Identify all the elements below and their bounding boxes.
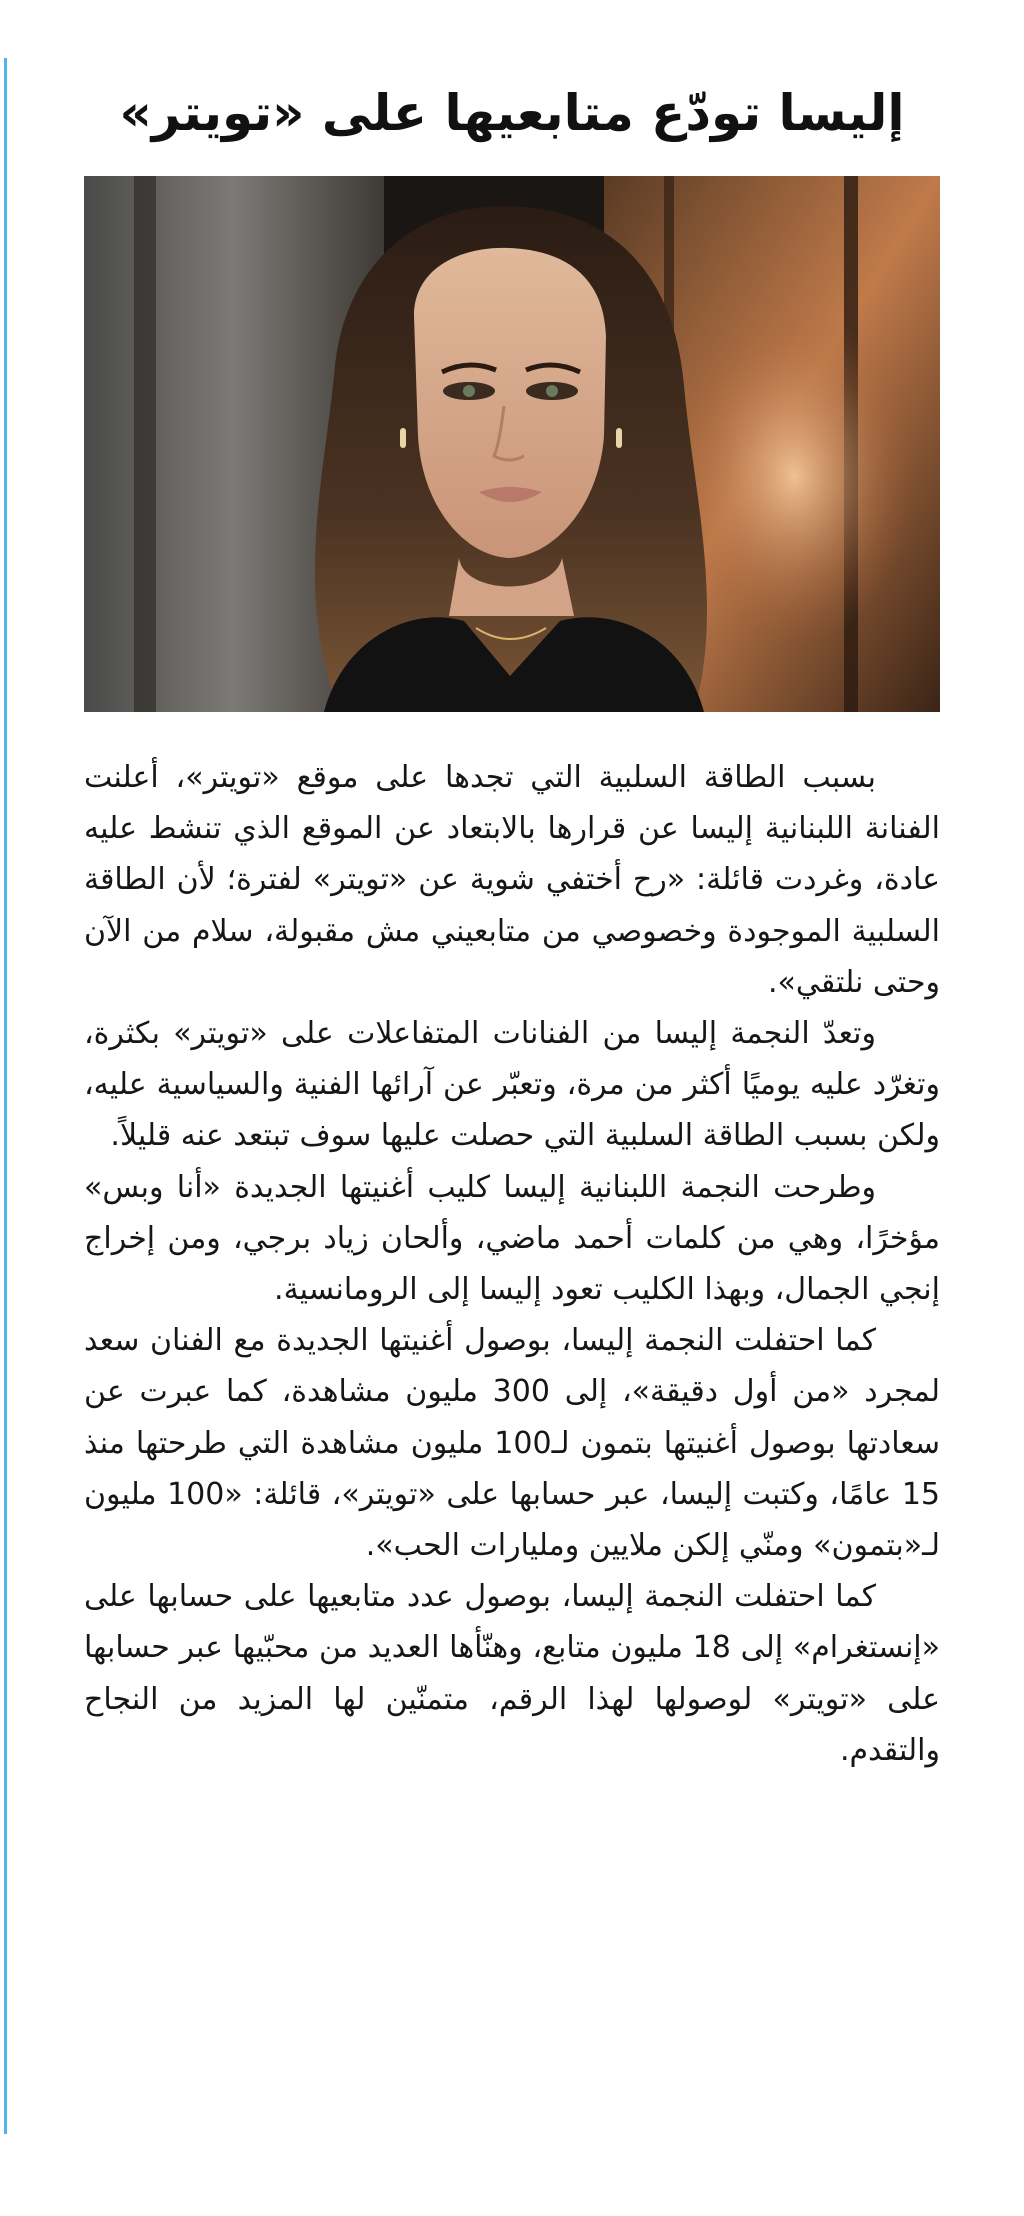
article-paragraph: بسبب الطاقة السلبية التي تجدها على موقع «تويتر»، أعلنت الفنانة اللبنانية إليسا عن قرارها بالابتعاد عن الموقع الذي تنشط عليه عادة، وغردت قائلة: «رح أختفي شوية عن «تويتر» لفترة؛ لأن الطاقة السلبية الموجودة وخصوصي من متابعيني مش مقبولة، سلام من الآن وحتى نلتقي». <box>84 760 940 1000</box>
column-divider <box>4 58 7 2134</box>
article-paragraph: كما احتفلت النجمة إليسا، بوصول عدد متابعيها على حسابها على «إنستغرام» إلى 18 مليون متابع، وهنّأها العديد من محبّيها عبر حسابها على «تويتر» لوصولها لهذا الرقم، متمنّين لها المزيد من النجاح والتقدم. <box>84 1579 940 1768</box>
article-headline: إليسا تودّع متابعيها على «تويتر» <box>119 84 905 142</box>
article-body <box>84 752 940 1776</box>
article-paragraph: وطرحت النجمة اللبنانية إليسا كليب أغنيتها الجديدة «أنا وبس» مؤخرًا، وهي من كلمات أحمد ماضي، وألحان زياد برجي، ومن إخراج إنجي الجمال، وبهذا الكليب تعود إليسا إلى الرومانسية. <box>84 1169 940 1308</box>
article-paragraph: كما احتفلت النجمة إليسا، بوصول أغنيتها الجديدة مع الفنان سعد لمجرد «من أول دقيقة»، إلى 300 مليون مشاهدة، كما عبرت عن سعادتها بوصول أغنيتها بتمون لـ100 مليون مشاهدة التي طرحتها منذ 15 عامًا، وكتبت إليسا، عبر حسابها على «تويتر»، قائلة: «100 مليون لـ«بتمون» ومنّي إلكن ملايين ومليارات الحب». <box>84 1323 941 1564</box>
article-photo <box>84 176 940 712</box>
article-paragraph: وتعدّ النجمة إليسا من الفنانات المتفاعلات على «تويتر» بكثرة، وتغرّد عليه يوميًا أكثر من مرة، وتعبّر عن آرائها الفنية والسياسية عليه، ولكن بسبب الطاقة السلبية التي حصلت عليها سوف تبتعد عنه قليلاً. <box>84 1016 940 1154</box>
